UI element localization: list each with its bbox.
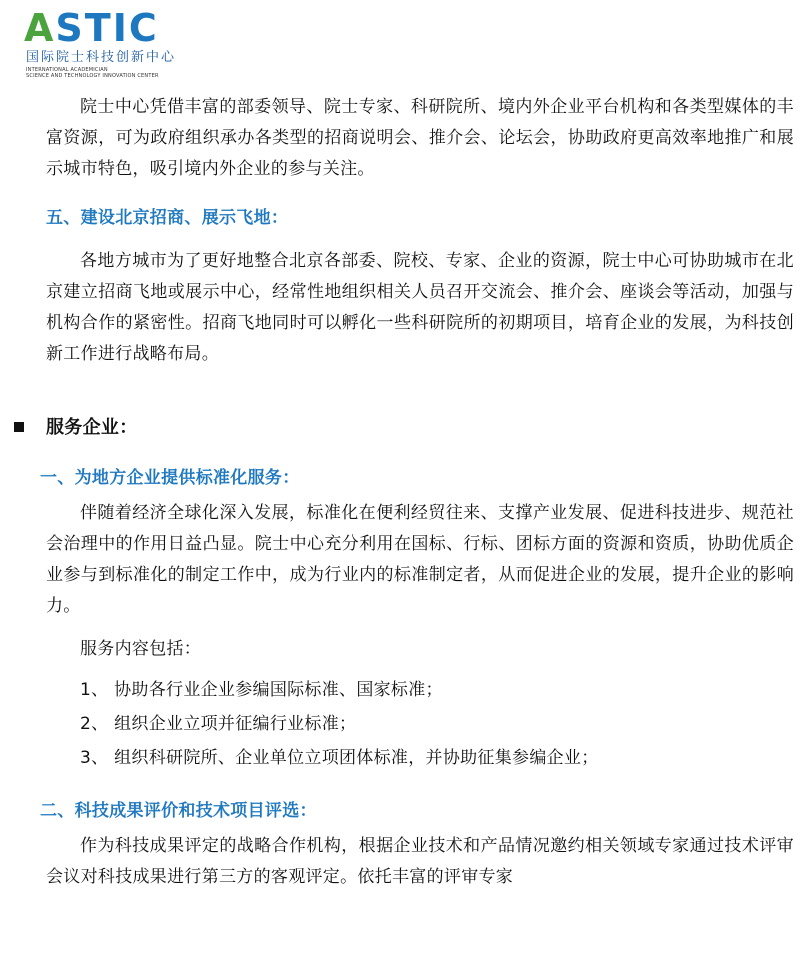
services-heading xyxy=(46,412,794,443)
logo-english-line2: SCIENCE AND TECHNOLOGY INNOVATION CENTER xyxy=(26,73,159,79)
services-heading-text: 服务企业： xyxy=(46,417,138,438)
logo-stic: STIC xyxy=(55,6,159,50)
section-five-body: 各地方城市为了更好地整合北京各部委、院校、专家、企业的资源，院士中心可协助城市在北京建立招商飞地或展示中心，经常性地组织相关人员召开交流会、推介会、座谈会等活动，加强与机构合作的紧密性。招商飞地同时可以孵化一些科研院所的初期项目，培育企业的发展，为科技创新工作进行战略布局。 xyxy=(46,251,794,364)
logo-a-letter: A xyxy=(24,6,56,50)
square-bullet-icon xyxy=(14,422,24,432)
services-sub1-heading: 一、为地方企业提供标准化服务： xyxy=(40,468,300,488)
services-sub2-heading: 二、科技成果评价和技术项目评选： xyxy=(40,801,317,821)
logo-english-name xyxy=(26,67,159,79)
services-list-item: 2、 组织企业立项并征编行业标准； xyxy=(80,714,357,734)
services-list-item: 3、 组织科研院所、企业单位立项团体标准，并协助征集参编企业； xyxy=(80,748,599,768)
services-list-intro: 服务内容包括： xyxy=(80,639,202,659)
logo-chinese-name: 国际院士科技创新中心 xyxy=(26,50,177,65)
section-five-heading: 五、建设北京招商、展示飞地： xyxy=(46,208,289,228)
services-sub2-body: 作为科技成果评定的战略合作机构，根据企业技术和产品情况邀约相关领域专家通过技术评审会议对科技成果进行第三方的客观评定。依托丰富的评审专家 xyxy=(46,836,794,887)
intro-paragraph: 院士中心凭借丰富的部委领导、院士专家、科研院所、境内外企业平台机构和各类型媒体的丰富资源，可为政府组织承办各类型的招商说明会、推介会、论坛会，协助政府更高效率地推广和展示城市特色，吸引境内外企业的参与关注。 xyxy=(46,97,794,179)
header-logo xyxy=(24,6,224,84)
services-list-item: 1、 协助各行业企业参编国际标准、国家标准； xyxy=(80,680,443,700)
logo-english-line1: INTERNATIONAL ACADEMICIAN xyxy=(26,67,108,73)
services-sub1-body: 伴随着经济全球化深入发展，标准化在便利经贸往来、支撑产业发展、促进科技进步、规范社会治理中的作用日益凸显。院士中心充分利用在国标、行标、团标方面的资源和资质，协助优质企业参与到标准化的制定工作中，成为行业内的标准制定者，从而促进企业的发展，提升企业的影响力。 xyxy=(46,503,794,616)
logo-wordmark xyxy=(24,6,159,50)
document-body xyxy=(40,92,794,893)
